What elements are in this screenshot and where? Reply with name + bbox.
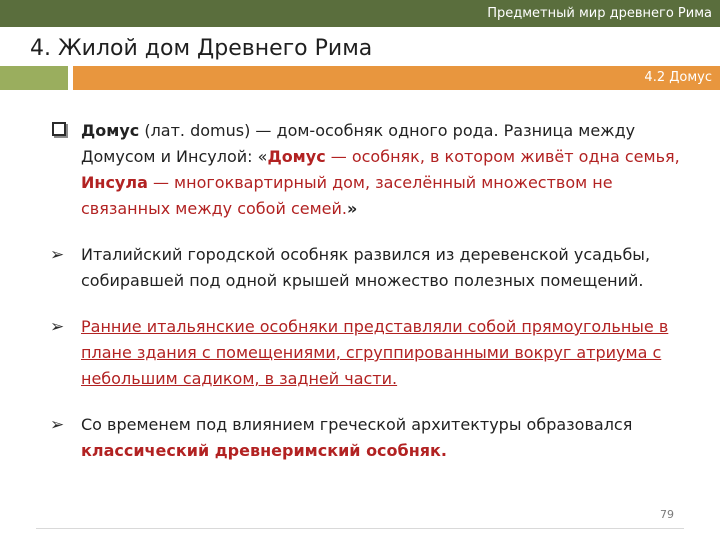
bullet-text-red: — многоквартирный дом, заселённый множеством не связанных между собой семей. (81, 173, 613, 218)
bullet-text-red: — особняк, в котором живёт одна семья, (325, 147, 680, 166)
term-domus-quote: Домус (267, 147, 326, 166)
bullet-item (50, 242, 690, 294)
square-bullet-icon (50, 118, 70, 144)
bullet-text: Со временем под влиянием греческой архитектуры образовался (81, 415, 633, 434)
slide-title: 4. Жилой дом Древнего Рима (30, 36, 373, 61)
bullet-item (50, 118, 690, 222)
bullet-text-underlined: Ранние итальянские особняки представляли собой прямоугольные в плане здания с помещениями, сгруппированными вокруг атриума с небольшим садиком, в задней части. (81, 317, 669, 388)
footer-divider (36, 528, 684, 529)
accent-stripe-left (0, 66, 68, 90)
subsection-label: 4.2 Домус (644, 70, 712, 85)
arrow-bullet-icon: ➢ (50, 317, 65, 337)
page-number: 79 (660, 508, 674, 521)
topic-label: Предметный мир древнего Рима (487, 6, 712, 21)
top-bar (0, 0, 720, 27)
bullet-item (50, 314, 690, 392)
term-insula: Инсула (81, 173, 148, 192)
arrow-bullet-icon: ➢ (50, 415, 65, 435)
term-domus: Домус (81, 121, 140, 140)
slide-content (50, 118, 690, 464)
accent-stripe-right (73, 66, 720, 90)
bullet-item (50, 412, 690, 464)
bullet-text: (лат. domus) — дом-особняк одного рода. Разница между Домусом и Инсулой: « (81, 121, 636, 166)
bullet-text-red-bold: классический древнеримский особняк. (81, 441, 447, 460)
bullet-text: Италийский городской особняк развился из деревенской усадьбы, собиравшей под одной крышей множество полезных помещений. (81, 245, 651, 290)
closing-quote: » (346, 199, 358, 218)
arrow-bullet-icon: ➢ (50, 245, 65, 265)
